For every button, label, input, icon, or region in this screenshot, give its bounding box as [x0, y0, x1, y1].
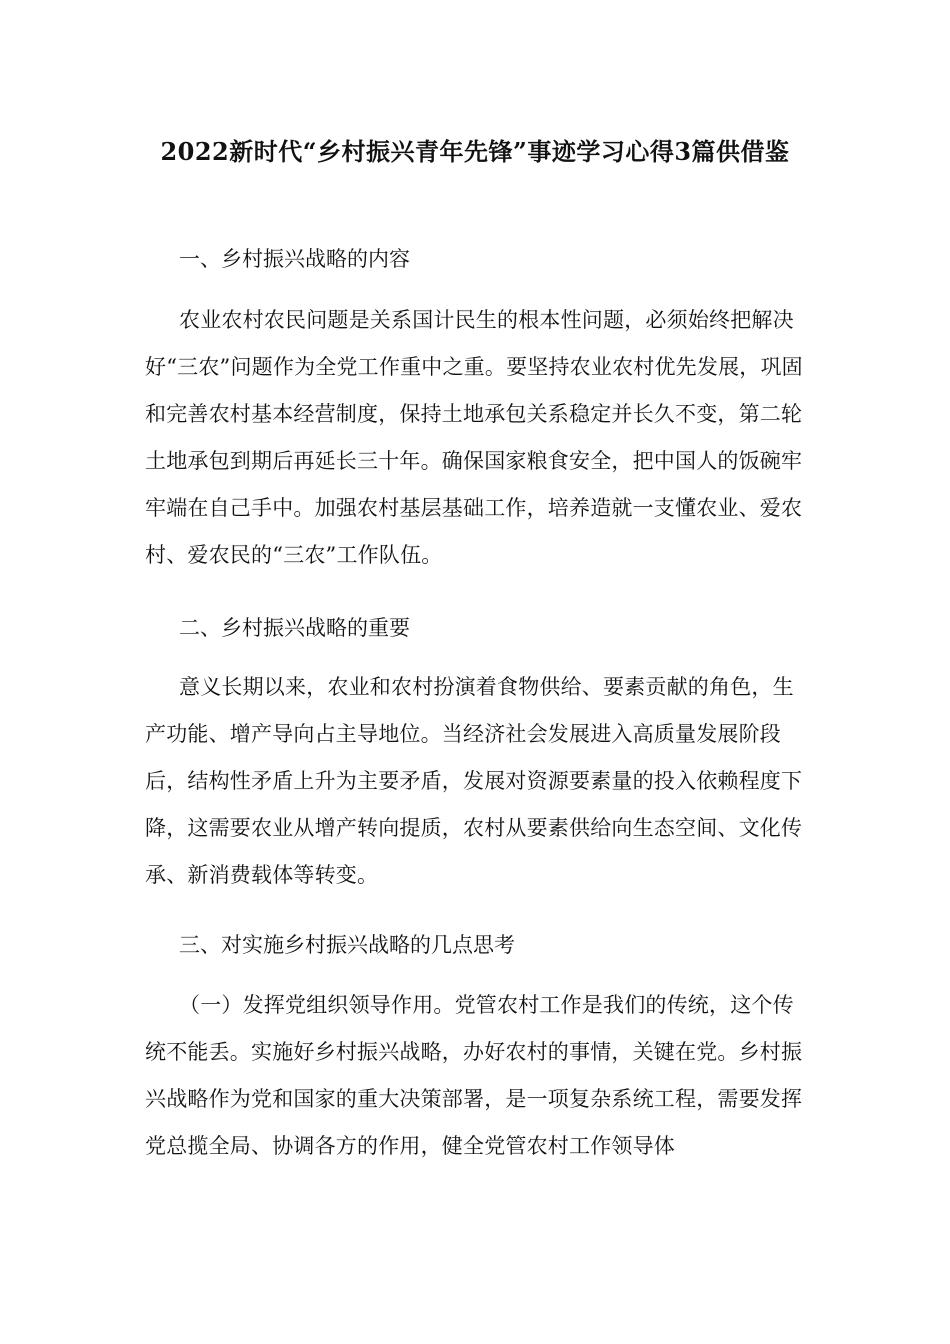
section-heading-1: 一、乡村振兴战略的内容 — [179, 247, 410, 271]
document-title: 2022新时代“乡村振兴青年先锋”事迹学习心得3篇供借鉴 — [160, 137, 790, 166]
section-paragraph-3: （一）发挥党组织领导作用。党管农村工作是我们的传统，这个传统不能丢。实施好乡村振兴战略，办好农村的事情，关键在党。乡村振兴战略作为党和国家的重大决策部署，是一项复杂系统工程，需要发挥党总揽全局、协调各方的作用，健全党管农村工作领导体 — [145, 993, 803, 1158]
section-heading-3: 三、对实施乡村振兴战略的几点思考 — [179, 933, 515, 957]
section-paragraph-2: 意义长期以来，农业和农村扮演着食物供给、要素贡献的角色，生产功能、增产导向占主导地位。当经济社会发展进入高质量发展阶段后，结构性矛盾上升为主要矛盾，发展对资源要素量的投入依赖程度下降，这需要农业从增产转向提质，农村从要素供给向生态空间、文化传承、新消费载体等转变。 — [145, 675, 803, 887]
section-heading-2: 二、乡村振兴战略的重要 — [179, 616, 410, 640]
section-paragraph-1: 农业农村农民问题是关系国计民生的根本性问题，必须始终把解决好“三农”问题作为全党工作重中之重。要坚持农业农村优先发展，巩固和完善农村基本经营制度，保持土地承包关系稳定并长久不变，第二轮土地承包到期后再延长三十年。确保国家粮食安全，把中国人的饭碗牢牢端在自己手中。加强农村基层基础工作，培养造就一支懂农业、爱农村、爱农民的“三农”工作队伍。 — [145, 308, 803, 567]
